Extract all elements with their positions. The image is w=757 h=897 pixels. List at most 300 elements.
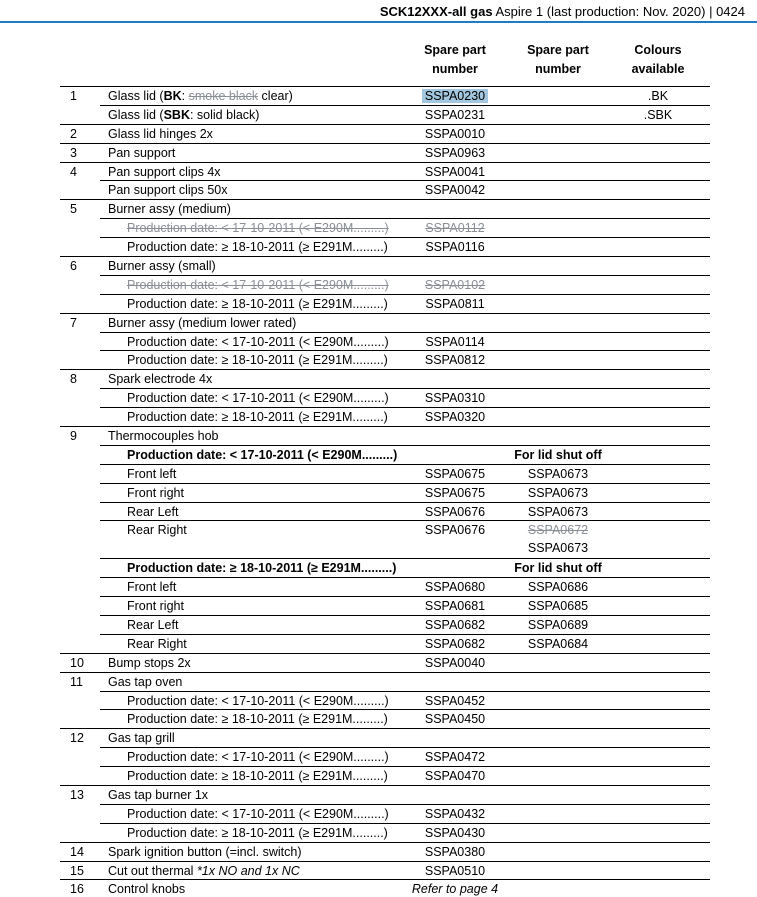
cell-text: SSPA0686 [527, 580, 589, 595]
colour-cell [606, 503, 710, 521]
colour-cell [606, 219, 710, 237]
row-number [60, 445, 100, 464]
table-row [60, 162, 710, 181]
part-number-2 [510, 219, 606, 237]
row-number: 13 [70, 787, 84, 802]
part-number-2 [510, 539, 606, 558]
cell-text: Pan support clips 4x [108, 164, 221, 179]
cell-text: : [181, 89, 189, 103]
table-row [60, 275, 710, 294]
cell-text: Pan support [108, 145, 176, 160]
table-row [60, 785, 710, 804]
cell-text: Cut out thermal [108, 863, 197, 878]
row-description [100, 805, 400, 823]
cell-text: Production date: ≥ 18-10-2011 (≥ E291M.........) [127, 561, 397, 576]
table-row [60, 577, 710, 596]
part-number-1 [400, 597, 510, 615]
part-number-2 [510, 767, 606, 785]
part-number-1 [400, 616, 510, 634]
row-description [100, 578, 400, 596]
part-number-2 [510, 692, 606, 710]
cell-text: SSPA0230 [422, 89, 488, 103]
part-number-2 [510, 635, 606, 653]
cell-text: SSPA0681 [424, 599, 486, 614]
cell-text: SSPA0112 [425, 221, 485, 236]
part-number-1 [400, 389, 510, 407]
colour-cell [606, 862, 710, 880]
row-number: 5 [70, 202, 77, 217]
cell-text: SSPA0684 [527, 636, 589, 651]
cell-text: Burner assy (medium lower rated) [108, 315, 297, 330]
part-number-2 [510, 181, 606, 199]
part-number-1 [400, 144, 510, 162]
cell-text: Bump stops 2x [108, 655, 191, 670]
colour-cell [606, 257, 710, 275]
row-description [100, 539, 400, 558]
part-number-2 [510, 351, 606, 369]
table-row [60, 709, 710, 728]
table-row [60, 596, 710, 615]
row-content [100, 843, 710, 861]
part-number-1 [400, 106, 510, 124]
part-number-2 [510, 521, 606, 539]
row-number [60, 520, 100, 539]
row-description [100, 843, 400, 861]
cell-text: clear) [258, 89, 293, 103]
row-content [100, 314, 710, 332]
row-number: 16 [70, 882, 84, 897]
part-number-1 [400, 408, 510, 426]
row-content [100, 105, 710, 124]
row-description [100, 181, 400, 199]
row-number [60, 709, 100, 728]
cell-text: Gas tap oven [108, 674, 183, 689]
row-description [100, 824, 400, 842]
row-content [100, 445, 710, 464]
cell-text: Control knobs [108, 882, 186, 897]
part-number-1 [400, 181, 510, 199]
cell-text: SSPA0510 [424, 863, 486, 878]
cell-text: Glass lid ( [108, 89, 164, 103]
row-number: 3 [70, 145, 77, 160]
cell-text: SSPA0673 [527, 504, 589, 519]
part-number-1 [400, 87, 510, 105]
row-number: 4 [70, 164, 77, 179]
part-number-1 [400, 673, 510, 691]
colour-cell [606, 843, 710, 861]
table-row [60, 180, 710, 199]
part-number-1 [400, 238, 510, 256]
cell-text: SSPA0689 [527, 617, 589, 632]
row-content [100, 654, 710, 672]
row-description [100, 389, 400, 407]
row-description [100, 862, 400, 880]
table-row [60, 558, 710, 577]
table-row [60, 199, 710, 218]
cell-text: Production date: < 17-10-2011 (< E290M.........) [127, 447, 398, 462]
cell-text: SSPA0682 [424, 636, 486, 651]
colour-cell [606, 692, 710, 710]
row-content [100, 673, 710, 691]
table-row [60, 634, 710, 653]
part-number-2 [510, 257, 606, 275]
colour-cell [606, 539, 710, 558]
cell-text: SSPA0811 [425, 296, 485, 311]
cell-text: SSPA0430 [424, 825, 486, 840]
row-content [100, 577, 710, 596]
cell-text: Production date: ≥ 18-10-2011 (≥ E291M.........) [127, 825, 388, 840]
part-number-2 [510, 87, 606, 105]
part-number-1 [400, 654, 510, 672]
row-number: 10 [70, 655, 84, 670]
part-number-1 [400, 465, 510, 483]
row-description [100, 786, 400, 804]
part-number-1 [400, 351, 510, 369]
column-header-description [100, 41, 400, 79]
colour-cell [606, 427, 710, 445]
cell-text: SSPA0963 [424, 145, 486, 160]
row-description [100, 238, 400, 256]
cell-text: SSPA0114 [425, 334, 485, 349]
part-number-1 [400, 578, 510, 596]
column-header-spare-part-1-line2: number [432, 62, 478, 76]
colour-cell [606, 578, 710, 596]
part-number-1 [400, 786, 510, 804]
cell-text: Front left [127, 466, 177, 481]
cell-text: SSPA0320 [424, 410, 486, 425]
colour-cell [606, 824, 710, 842]
row-number [60, 237, 100, 256]
part-number-1 [400, 539, 510, 558]
row-description [100, 503, 400, 521]
cell-text: *1x NO and 1x NC [196, 863, 300, 878]
colour-cell [606, 87, 710, 105]
row-description [100, 125, 400, 143]
colour-cell [606, 276, 710, 294]
part-number-1 [400, 257, 510, 275]
row-number [60, 294, 100, 313]
table-row [60, 256, 710, 275]
table-row [60, 691, 710, 710]
table-row [60, 483, 710, 502]
colour-cell [606, 748, 710, 766]
row-description [100, 559, 400, 577]
part-number-2 [510, 673, 606, 691]
row-description [100, 521, 400, 539]
cell-text: : solid black) [189, 107, 260, 122]
cell-text: Gas tap burner 1x [108, 787, 209, 802]
colour-cell [606, 805, 710, 823]
parts-table [0, 86, 757, 897]
row-content [100, 804, 710, 823]
cell-text: Production date: < 17-10-2011 (< E290M.........) [127, 693, 389, 708]
cell-text: SSPA0452 [424, 693, 486, 708]
cell-text: SSPA0102 [424, 277, 486, 292]
part-number-1 [400, 729, 510, 747]
row-content [100, 766, 710, 785]
row-content [100, 407, 710, 426]
row-description [100, 484, 400, 502]
column-header-colours-line2: available [631, 62, 685, 76]
colour-cell [606, 597, 710, 615]
table-row [60, 502, 710, 521]
cell-text: Production date: ≥ 18-10-2011 (≥ E291M.........) [127, 769, 388, 784]
row-content [100, 539, 710, 558]
part-number-1 [400, 635, 510, 653]
part-number-1 [400, 503, 510, 521]
part-number-2 [510, 824, 606, 842]
part-number-2 [510, 729, 606, 747]
part-number-1 [400, 125, 510, 143]
colour-cell [606, 559, 710, 577]
row-number [60, 464, 100, 483]
part-number-1 [400, 767, 510, 785]
cell-text: Production date: < 17-10-2011 (< E290M.........) [127, 277, 389, 292]
table-row [60, 332, 710, 351]
cell-text: Production date: < 17-10-2011 (< E290M.........) [127, 806, 389, 821]
colour-cell [606, 408, 710, 426]
row-number: 14 [70, 844, 84, 859]
row-number: 7 [70, 315, 77, 330]
part-number-2 [510, 597, 606, 615]
table-row [60, 672, 710, 691]
cell-text: SSPA0010 [424, 126, 486, 141]
cell-text: SSPA0682 [424, 617, 486, 632]
cell-text: For lid shut off [514, 447, 602, 462]
row-number [60, 483, 100, 502]
row-content [100, 427, 710, 445]
table-row [60, 861, 710, 880]
part-number-2 [510, 370, 606, 388]
table-row [60, 520, 710, 539]
row-content [100, 862, 710, 880]
cell-text: Production date: ≥ 18-10-2011 (≥ E291M.........) [127, 240, 388, 255]
table-row [60, 313, 710, 332]
cell-text: Pan support clips 50x [108, 183, 228, 198]
row-description [100, 748, 400, 766]
row-description [100, 295, 400, 313]
document-title [0, 0, 757, 20]
cell-text: SSPA0380 [424, 844, 486, 859]
table-row [60, 105, 710, 124]
part-number-1 [400, 710, 510, 728]
column-header-number [60, 41, 100, 79]
part-number-2 [510, 427, 606, 445]
table-row [60, 124, 710, 143]
part-number-2 [510, 276, 606, 294]
cell-text: SSPA0231 [424, 107, 486, 122]
row-number [60, 407, 100, 426]
row-number [60, 766, 100, 785]
column-header-spare-part-1-line1: Spare part [424, 43, 486, 57]
row-number [60, 691, 100, 710]
row-content [100, 596, 710, 615]
column-headers [60, 41, 710, 79]
cell-text: Refer to page 4 [411, 882, 499, 897]
part-number-1 [400, 200, 510, 218]
cell-text: Burner assy (medium) [108, 202, 231, 217]
part-number-1 [400, 748, 510, 766]
row-description [100, 692, 400, 710]
part-number-2 [510, 654, 606, 672]
cell-text: SSPA0673 [527, 466, 589, 481]
cell-text: SSPA0116 [425, 240, 485, 255]
part-number-1 [400, 163, 510, 181]
cell-text: SSPA0040 [424, 655, 486, 670]
part-number-1 [400, 824, 510, 842]
row-content [100, 350, 710, 369]
row-content [100, 747, 710, 766]
colour-cell [606, 144, 710, 162]
cell-text: Production date: < 17-10-2011 (< E290M.........) [127, 750, 389, 765]
document-title-model: SCK12XXX-all gas [379, 4, 493, 19]
row-description [100, 106, 400, 124]
colour-cell [606, 786, 710, 804]
colour-cell [606, 163, 710, 181]
row-content [100, 729, 710, 747]
cell-text: SSPA0675 [424, 466, 486, 481]
cell-text: Thermocouples hob [108, 429, 219, 444]
row-number [60, 558, 100, 577]
row-number [60, 218, 100, 237]
table-row [60, 143, 710, 162]
row-content [100, 294, 710, 313]
cell-text: Rear Right [127, 636, 187, 651]
part-number-1 [400, 692, 510, 710]
part-number-1 [400, 521, 510, 539]
part-number-2 [510, 843, 606, 861]
row-number [60, 539, 100, 558]
part-number-2 [510, 200, 606, 218]
cell-text: Rear Right [127, 523, 187, 538]
part-number-2 [510, 446, 606, 464]
cell-text: Production date: ≥ 18-10-2011 (≥ E291M.........) [127, 296, 388, 311]
column-header-spare-part-2-line1: Spare part [527, 43, 589, 57]
part-number-1 [400, 427, 510, 445]
row-description [100, 257, 400, 275]
row-content [100, 257, 710, 275]
table-row [60, 350, 710, 369]
table-row [60, 369, 710, 388]
row-description [100, 219, 400, 237]
part-number-2 [510, 578, 606, 596]
row-number: 2 [70, 126, 77, 141]
row-description [100, 446, 400, 464]
cell-text: Burner assy (small) [108, 259, 216, 274]
cell-text: SBK [163, 107, 190, 122]
colour-cell [606, 673, 710, 691]
row-number [60, 596, 100, 615]
part-number-2 [510, 559, 606, 577]
cell-text: SSPA0685 [527, 599, 589, 614]
row-content [100, 125, 710, 143]
cell-text: SSPA0676 [424, 504, 486, 519]
row-number [60, 180, 100, 199]
colour-cell [606, 125, 710, 143]
row-description [100, 370, 400, 388]
colour-cell [606, 370, 710, 388]
part-number-1 [400, 295, 510, 313]
colour-cell [606, 484, 710, 502]
colour-cell [606, 729, 710, 747]
part-number-2 [510, 805, 606, 823]
row-content [100, 558, 710, 577]
row-content [100, 464, 710, 483]
part-number-1 [400, 843, 510, 861]
row-number: 11 [70, 674, 83, 689]
cell-text: Production date: < 17-10-2011 (< E290M.........) [127, 221, 389, 236]
row-description [100, 87, 400, 105]
part-number-2 [510, 144, 606, 162]
part-number-2 [510, 880, 606, 897]
row-number [60, 615, 100, 634]
row-content [100, 144, 710, 162]
row-description [100, 427, 400, 445]
part-number-1 [400, 219, 510, 237]
row-content [100, 370, 710, 388]
row-description [100, 880, 400, 897]
row-description [100, 333, 400, 351]
part-number-1 [400, 333, 510, 351]
row-number [60, 332, 100, 351]
cell-text: SSPA0675 [424, 485, 486, 500]
row-number [60, 388, 100, 407]
cell-text: Spark electrode 4x [108, 372, 213, 387]
cell-text: Production date: ≥ 18-10-2011 (≥ E291M.........) [127, 410, 388, 425]
row-description [100, 654, 400, 672]
cell-text: For lid shut off [514, 561, 602, 576]
cell-text: SSPA0812 [424, 353, 486, 368]
row-description [100, 673, 400, 691]
table-row [60, 464, 710, 483]
row-content [100, 634, 710, 653]
colour-cell [606, 521, 710, 539]
row-description [100, 314, 400, 332]
row-number [60, 747, 100, 766]
table-row [60, 823, 710, 842]
colour-cell [606, 654, 710, 672]
column-header-colours-line1: Colours [634, 43, 682, 57]
row-content [100, 200, 710, 218]
column-header-spare-part-2 [510, 41, 606, 79]
cell-text: Glass lid hinges 2x [108, 126, 213, 141]
row-content [100, 388, 710, 407]
row-number: 8 [70, 372, 77, 387]
part-number-1 [400, 805, 510, 823]
row-content [100, 615, 710, 634]
cell-text: SSPA0673 [527, 485, 589, 500]
colour-cell [606, 106, 710, 124]
row-description [100, 597, 400, 615]
row-number: 9 [70, 429, 77, 444]
row-content [100, 87, 710, 105]
table-row [60, 86, 710, 105]
part-number-2 [510, 163, 606, 181]
table-row [60, 294, 710, 313]
row-content [100, 502, 710, 521]
row-content [100, 880, 710, 897]
colour-cell [606, 181, 710, 199]
row-description [100, 729, 400, 747]
cell-text: Front right [127, 485, 184, 500]
row-content [100, 823, 710, 842]
cell-text: smoke black [188, 89, 259, 103]
table-row [60, 615, 710, 634]
part-number-2 [510, 125, 606, 143]
part-number-2 [510, 238, 606, 256]
part-number-1 [400, 862, 510, 880]
table-row [60, 653, 710, 672]
